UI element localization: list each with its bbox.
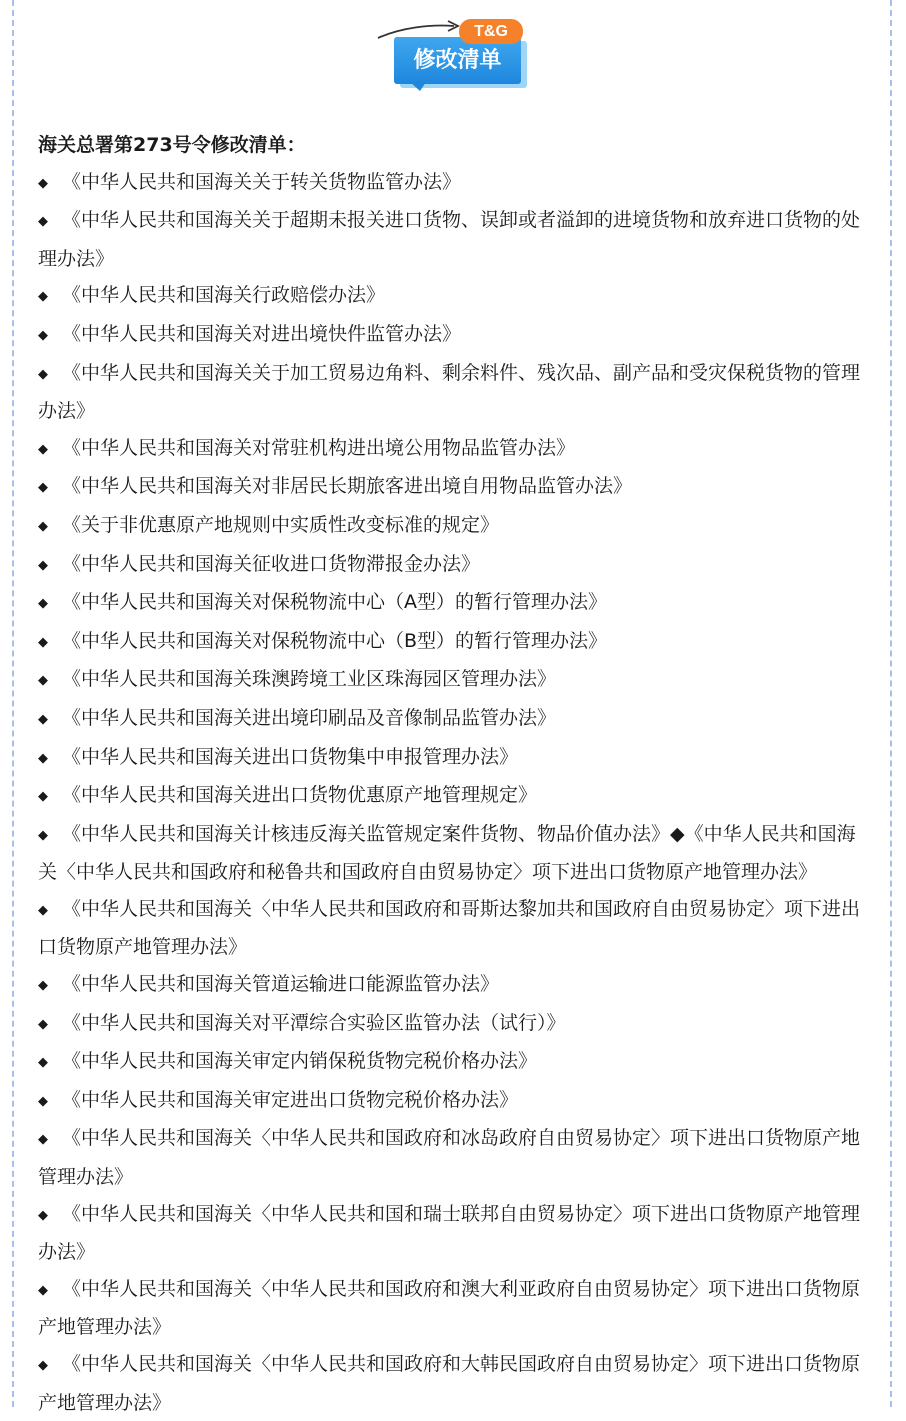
list-item bbox=[38, 468, 871, 507]
list-item bbox=[38, 430, 871, 469]
regulation-title: 《中华人民共和国海关〈中华人民共和国政府和哥斯达黎加共和国政府自由贸易协定〉项下进出口货物原产地管理办法》 bbox=[38, 897, 861, 959]
diamond-bullet-icon: ◆ bbox=[38, 175, 48, 191]
diamond-bullet-icon: ◆ bbox=[38, 1132, 48, 1148]
diamond-bullet-icon: ◆ bbox=[38, 750, 48, 766]
list-item bbox=[38, 202, 871, 277]
regulation-title: 《中华人民共和国海关珠澳跨境工业区珠海园区管理办法》 bbox=[62, 668, 557, 691]
list-item bbox=[38, 1346, 871, 1421]
diamond-bullet-icon: ◆ bbox=[38, 518, 48, 534]
list-item bbox=[38, 623, 871, 662]
regulation-title: 《中华人民共和国海关进出口货物优惠原产地管理规定》 bbox=[62, 784, 538, 807]
regulation-title: 《中华人民共和国海关对平潭综合实验区监管办法（试行）》 bbox=[62, 1011, 566, 1034]
diamond-bullet-icon: ◆ bbox=[38, 366, 48, 382]
regulation-title: 《中华人民共和国海关对进出境快件监管办法》 bbox=[62, 322, 462, 345]
article-content bbox=[38, 127, 871, 1421]
badge-tail bbox=[410, 82, 426, 91]
regulation-title: 《中华人民共和国海关行政赔偿办法》 bbox=[62, 284, 386, 307]
list-item bbox=[38, 1196, 871, 1271]
regulation-title: 《中华人民共和国海关关于超期未报关进口货物、误卸或者溢卸的进境货物和放弃进口货物的处理办法》 bbox=[38, 209, 861, 270]
regulation-title: 《中华人民共和国海关对非居民长期旅客进出境自用物品监管办法》 bbox=[62, 475, 633, 498]
diamond-bullet-icon: ◆ bbox=[38, 673, 48, 689]
list-item bbox=[38, 164, 871, 203]
left-dashed-border bbox=[12, 0, 14, 1407]
regulation-list bbox=[38, 164, 871, 1421]
regulation-title: 《中华人民共和国海关〈中华人民共和国政府和大韩民国政府自由贸易协定〉项下进出口货物原产地管理办法》 bbox=[38, 1353, 861, 1414]
diamond-bullet-icon: ◆ bbox=[38, 711, 48, 727]
diamond-bullet-icon: ◆ bbox=[38, 634, 48, 650]
regulation-title: 《中华人民共和国海关进出境印刷品及音像制品监管办法》 bbox=[62, 706, 557, 729]
regulation-title: 《中华人民共和国海关关于转关货物监管办法》 bbox=[62, 170, 462, 193]
diamond-bullet-icon: ◆ bbox=[38, 1093, 48, 1109]
diamond-bullet-icon: ◆ bbox=[38, 789, 48, 805]
regulation-title: 《中华人民共和国海关关于加工贸易边角料、剩余料件、残次品、副产品和受灾保税货物的管理办法》 bbox=[38, 361, 861, 423]
diamond-bullet-icon: ◆ bbox=[38, 1282, 48, 1298]
regulation-title: 《中华人民共和国海关计核违反海关监管规定案件货物、物品价值办法》◆《中华人民共和国海关〈中华人民共和国政府和秘鲁共和国政府自由贸易协定〉项下进出口货物原产地管理办法》 bbox=[38, 822, 856, 884]
list-item bbox=[38, 277, 871, 316]
diamond-bullet-icon: ◆ bbox=[38, 480, 48, 496]
list-item bbox=[38, 1271, 871, 1346]
diamond-bullet-icon: ◆ bbox=[38, 1016, 48, 1032]
regulation-title: 《中华人民共和国海关对常驻机构进出境公用物品监管办法》 bbox=[62, 436, 576, 459]
diamond-bullet-icon: ◆ bbox=[38, 978, 48, 994]
list-item bbox=[38, 584, 871, 623]
list-item bbox=[38, 355, 871, 430]
list-item bbox=[38, 816, 871, 891]
list-item bbox=[38, 966, 871, 1005]
diamond-bullet-icon: ◆ bbox=[38, 214, 48, 230]
diamond-bullet-icon: ◆ bbox=[38, 289, 48, 305]
regulation-title: 《中华人民共和国海关对保税物流中心（B型）的暂行管理办法》 bbox=[62, 629, 608, 652]
section-badge bbox=[370, 14, 540, 94]
list-item bbox=[38, 739, 871, 778]
list-item bbox=[38, 1120, 871, 1195]
diamond-bullet-icon: ◆ bbox=[38, 1358, 48, 1373]
diamond-bullet-icon: ◆ bbox=[38, 557, 48, 573]
regulation-title: 《中华人民共和国海关征收进口货物滞报金办法》 bbox=[62, 552, 481, 575]
regulation-title: 《关于非优惠原产地规则中实质性改变标准的规定》 bbox=[62, 513, 500, 536]
diamond-bullet-icon: ◆ bbox=[38, 902, 48, 918]
regulation-title: 《中华人民共和国海关进出口货物集中申报管理办法》 bbox=[62, 745, 519, 768]
badge-title: 修改清单 bbox=[394, 37, 521, 84]
diamond-bullet-icon: ◆ bbox=[38, 827, 48, 843]
list-heading: 海关总署第273号令修改清单： bbox=[38, 134, 306, 156]
regulation-title: 《中华人民共和国海关〈中华人民共和国政府和冰岛政府自由贸易协定〉项下进出口货物原产地管理办法》 bbox=[38, 1127, 861, 1189]
regulation-title: 《中华人民共和国海关〈中华人民共和国政府和澳大利亚政府自由贸易协定〉项下进出口货物原产地管理办法》 bbox=[38, 1277, 861, 1339]
diamond-bullet-icon: ◆ bbox=[38, 1207, 48, 1223]
list-item bbox=[38, 661, 871, 700]
list-item bbox=[38, 700, 871, 739]
regulation-title: 《中华人民共和国海关管道运输进口能源监管办法》 bbox=[62, 973, 500, 996]
regulation-title: 《中华人民共和国海关对保税物流中心（A型）的暂行管理办法》 bbox=[62, 591, 607, 614]
list-item bbox=[38, 507, 871, 546]
list-item bbox=[38, 891, 871, 966]
regulation-title: 《中华人民共和国海关〈中华人民共和国和瑞士联邦自由贸易协定〉项下进出口货物原产地管理办法》 bbox=[38, 1202, 861, 1264]
diamond-bullet-icon: ◆ bbox=[38, 441, 48, 457]
right-dashed-border bbox=[890, 0, 892, 1407]
list-item bbox=[38, 316, 871, 355]
list-item bbox=[38, 1082, 871, 1121]
list-item bbox=[38, 777, 871, 816]
regulation-title: 《中华人民共和国海关审定内销保税货物完税价格办法》 bbox=[62, 1050, 538, 1073]
diamond-bullet-icon: ◆ bbox=[38, 327, 48, 343]
list-item bbox=[38, 1043, 871, 1082]
regulation-title: 《中华人民共和国海关审定进出口货物完税价格办法》 bbox=[62, 1088, 519, 1111]
diamond-bullet-icon: ◆ bbox=[38, 596, 48, 612]
diamond-bullet-icon: ◆ bbox=[38, 1055, 48, 1071]
badge-tag: T&G bbox=[459, 19, 523, 44]
list-item bbox=[38, 1005, 871, 1044]
list-item bbox=[38, 546, 871, 585]
